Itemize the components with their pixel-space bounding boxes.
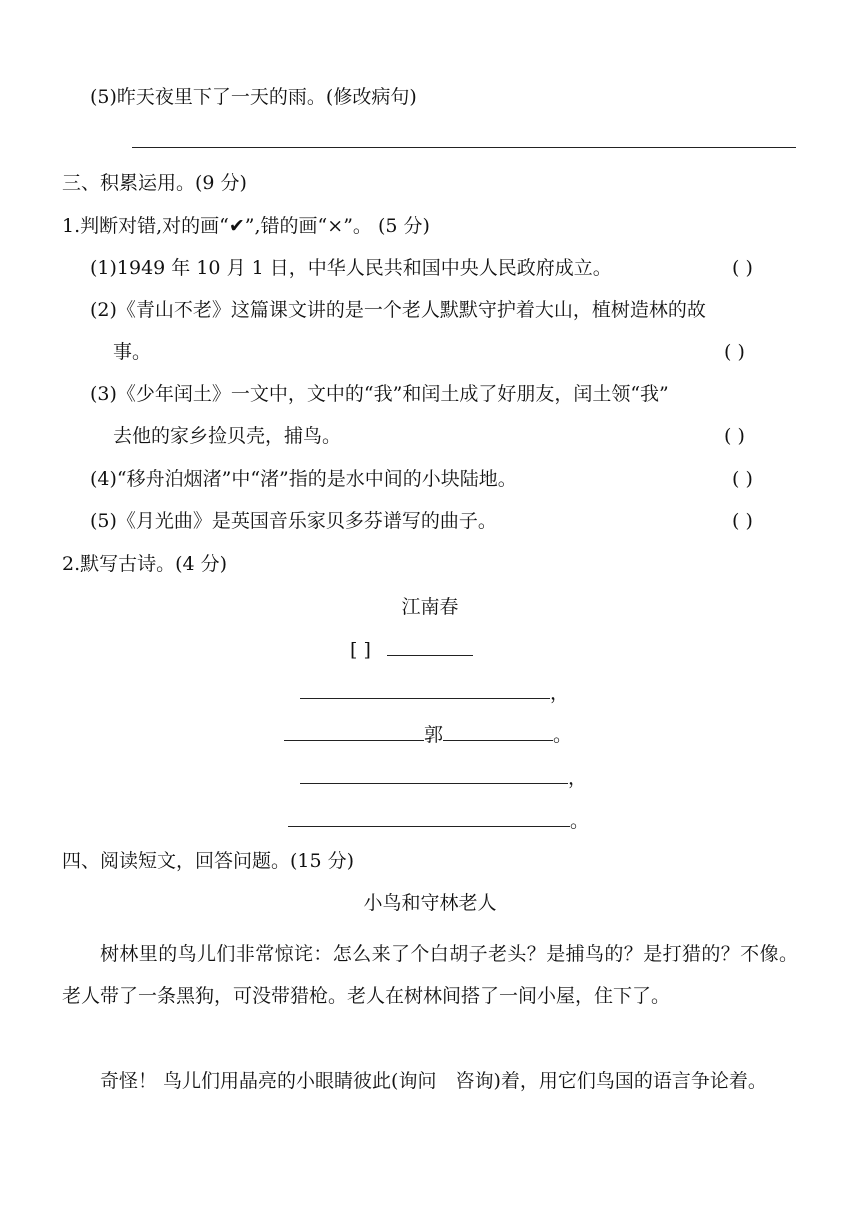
- passage-paragraph-2: 奇怪！ 鸟儿们用晶亮的小眼睛彼此(询问 咨询)着，用它们鸟国的语言争论着。: [100, 1070, 767, 1092]
- poem-blank[interactable]: [284, 722, 424, 741]
- answer-parentheses[interactable]: ( ): [732, 468, 753, 490]
- poem-line-2: 郭 。: [284, 722, 572, 747]
- judge-item-3-line1: (3)《少年闰土》一文中，文中的“我”和闰土成了好朋友，闰土领“我”: [90, 383, 669, 405]
- section-4-heading: 四、阅读短文，回答问题。(15 分): [62, 850, 355, 872]
- poem-blank[interactable]: [443, 722, 553, 741]
- judge-item-5: (5)《月光曲》是英国音乐家贝多芬谱写的曲子。: [90, 510, 497, 532]
- author-blank[interactable]: [387, 637, 473, 656]
- question-1-instruction: 1.判断对错,对的画“✔”,错的画“×”。 (5 分): [62, 215, 430, 237]
- answer-line: [132, 147, 796, 148]
- answer-parentheses[interactable]: ( ): [724, 341, 745, 363]
- author-line: [350, 637, 473, 662]
- author-brackets: [ ]: [350, 639, 371, 661]
- poem-blank[interactable]: [288, 808, 570, 827]
- poem-line-1: ，: [300, 680, 569, 705]
- question-2-instruction: 2.默写古诗。(4 分): [62, 553, 228, 575]
- poem-blank[interactable]: [300, 680, 550, 699]
- passage-paragraph-1: 树林里的鸟儿们非常惊诧：怎么来了个白胡子老头？是捕鸟的？是打猎的？不像。老人带了一条黑狗，可没带猎枪。老人在树林间搭了一间小屋，住下了。: [62, 943, 798, 1007]
- judge-item-2-line2: 事。: [113, 341, 152, 363]
- judge-item-3-line2: 去他的家乡捡贝壳，捕鸟。: [113, 425, 342, 447]
- section-3-heading: 三、积累运用。(9 分): [62, 172, 247, 194]
- poem-line-4: 。: [288, 808, 589, 833]
- judge-item-2-line1: (2)《青山不老》这篇课文讲的是一个老人默默守护着大山，植树造林的故: [90, 299, 706, 321]
- poem-line-3: ，: [300, 765, 587, 790]
- passage-title: 小鸟和守林老人: [363, 892, 497, 914]
- poem-blank[interactable]: [300, 765, 568, 784]
- answer-parentheses[interactable]: ( ): [724, 425, 745, 447]
- question-item-5: (5)昨天夜里下了一天的雨。(修改病句): [90, 86, 417, 108]
- answer-parentheses[interactable]: ( ): [732, 257, 753, 279]
- judge-item-4: (4)“移舟泊烟渚”中“渚”指的是水中间的小块陆地。: [90, 468, 517, 490]
- judge-item-1: (1)1949 年 10 月 1 日，中华人民共和国中央人民政府成立。: [90, 257, 612, 279]
- poem-title: 江南春: [401, 596, 459, 618]
- answer-parentheses[interactable]: ( ): [732, 510, 753, 532]
